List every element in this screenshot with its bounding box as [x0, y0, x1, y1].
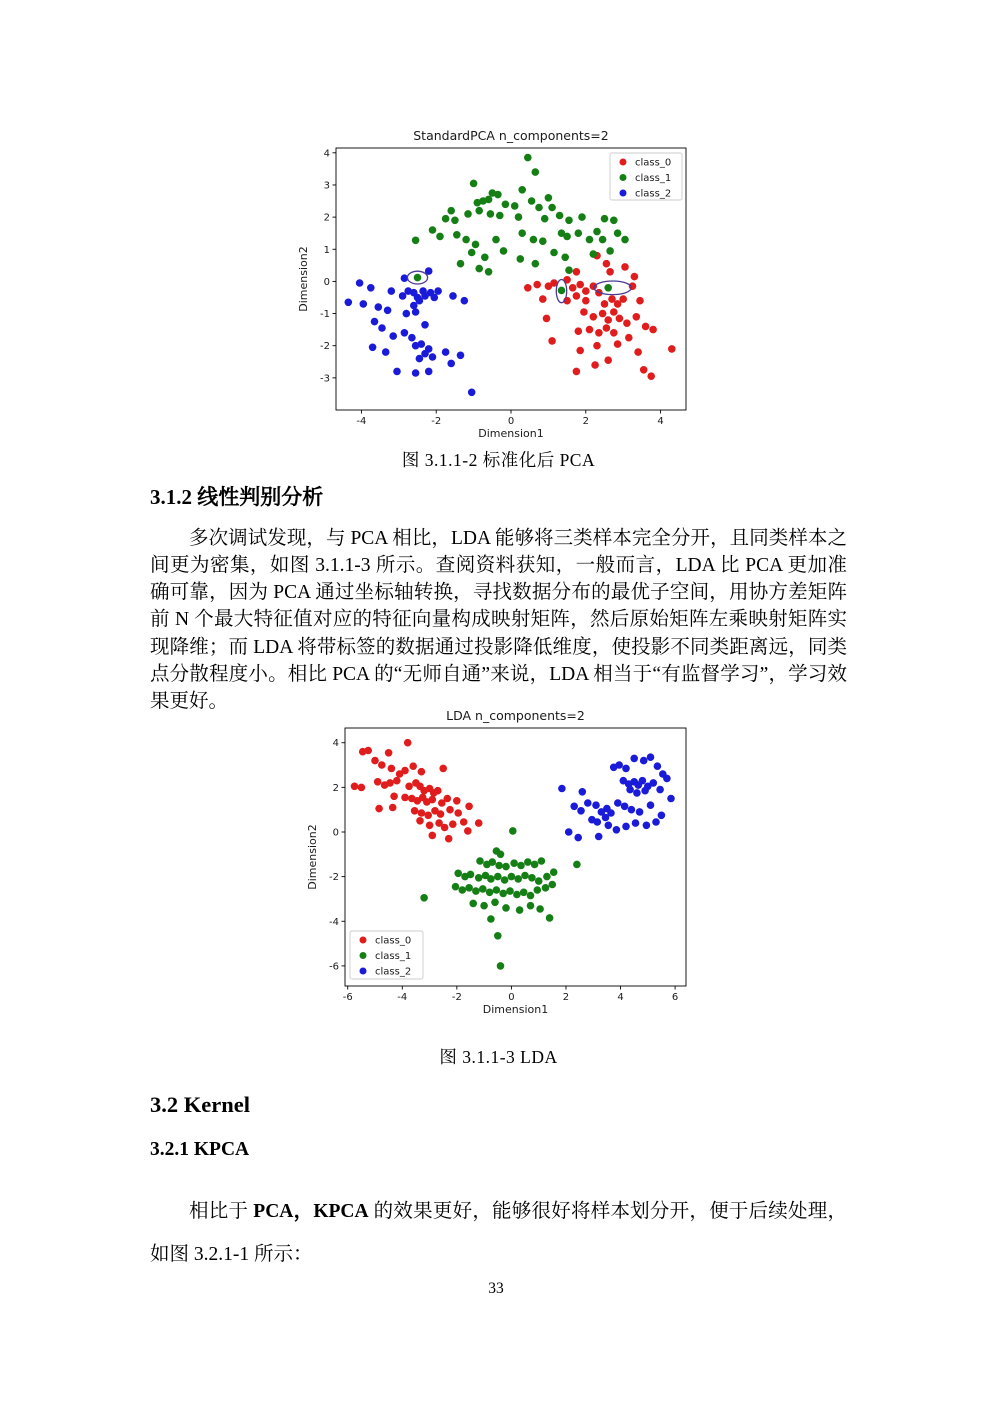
x-tick-label: -6 [342, 992, 353, 1003]
y-tick-label: -3 [320, 373, 330, 385]
x-tick-label: 2 [582, 416, 589, 427]
legend-marker-class_1 [360, 952, 367, 959]
y-tick-label: 4 [323, 148, 330, 160]
paragraph-kpca [150, 1190, 847, 1276]
y-tick-label: 2 [332, 782, 339, 794]
y-tick-label: 3 [323, 180, 330, 192]
legend-label-class_2: class_2 [375, 966, 412, 978]
legend-label-class_1: class_1 [375, 951, 412, 962]
x-tick-label: 0 [508, 992, 515, 1003]
y-tick-label: 0 [332, 827, 339, 839]
chart-title: StandardPCA n_components=2 [413, 128, 609, 143]
y-tick-label: -2 [329, 872, 339, 884]
figure-caption-pca: 图 3.1.1-2 标准化后 PCA [401, 450, 596, 470]
y-tick-label: 1 [323, 244, 330, 256]
x-tick-label: 4 [657, 416, 664, 427]
legend-marker-class_1 [620, 174, 627, 181]
heading-3-2: 3.2 Kernel [150, 1092, 250, 1117]
chart-title: LDA n_components=2 [446, 708, 585, 723]
scatter-plot-lda [293, 700, 698, 1030]
y-axis-label: Dimension2 [306, 824, 319, 890]
y-tick-label: -4 [329, 916, 339, 928]
kpca-text-pre: 相比于 [189, 1200, 254, 1222]
scatter-plot-standardpca [293, 122, 698, 448]
legend-label-class_0: class_0 [635, 157, 672, 169]
figure-caption-lda: 图 3.1.1-3 LDA [439, 1047, 558, 1067]
kpca-text-bold: PCA，KPCA [253, 1200, 369, 1222]
x-tick-label: -2 [451, 992, 462, 1003]
y-tick-label: 4 [332, 738, 339, 750]
legend-label-class_1: class_1 [635, 173, 672, 184]
x-tick-label: -2 [431, 416, 442, 427]
paragraph-lda-analysis: 多次调试发现，与 PCA 相比，LDA 能够将三类样本完全分开，且同类样本之间更为密集，如图 3.1.1-3 所示。查阅资料获知，一般而言，LDA 比 PCA 更加准确可靠，因为 PCA 通过坐标轴转换，寻找数据分布的最优子空间，用协方差矩阵前 N 个最大特征值对应的特征向量构成映射矩阵，然后原始矩阵左乘映射矩阵实现降维；而 LDA 将带标签的数据通过投影降低维度，使投影不同类距离远，同类点分散程度小。相比 PCA 的“无师自通”来说，LDA 相当于“有监督学习”，学习效果更好。 [150, 527, 847, 713]
chart-legend [610, 153, 682, 200]
x-tick-label: 0 [507, 416, 515, 427]
heading-3-1-2: 3.1.2 线性判别分析 [150, 485, 324, 509]
y-tick-label: -2 [320, 341, 330, 353]
chart-legend [350, 931, 423, 979]
x-tick-label: 6 [671, 992, 679, 1003]
x-axis-label: Dimension1 [482, 1003, 549, 1016]
kpca-text-post: 的效果更好，能够很好将样本划分开，便于后续处理，如图 3.2.1-1 所示： [150, 1200, 847, 1265]
x-tick-label: 2 [562, 992, 570, 1003]
legend-marker-class_0 [620, 159, 627, 166]
y-tick-label: -6 [329, 961, 339, 973]
heading-3-2-1: 3.2.1 KPCA [150, 1139, 250, 1160]
page-number: 33 [488, 1280, 504, 1297]
legend-marker-class_2 [360, 968, 367, 975]
legend-marker-class_2 [620, 190, 627, 197]
y-tick-label: -1 [320, 309, 330, 321]
x-tick-label: 4 [617, 992, 624, 1003]
y-tick-label: 2 [323, 212, 330, 224]
x-axis-label: Dimension1 [478, 427, 544, 440]
legend-marker-class_0 [360, 937, 367, 944]
x-tick-label: -4 [356, 416, 367, 427]
legend-label-class_2: class_2 [635, 188, 672, 200]
y-axis-label: Dimension2 [297, 246, 310, 312]
legend-label-class_0: class_0 [375, 935, 412, 947]
x-tick-label: -4 [397, 992, 408, 1003]
y-tick-label: 0 [323, 276, 330, 288]
